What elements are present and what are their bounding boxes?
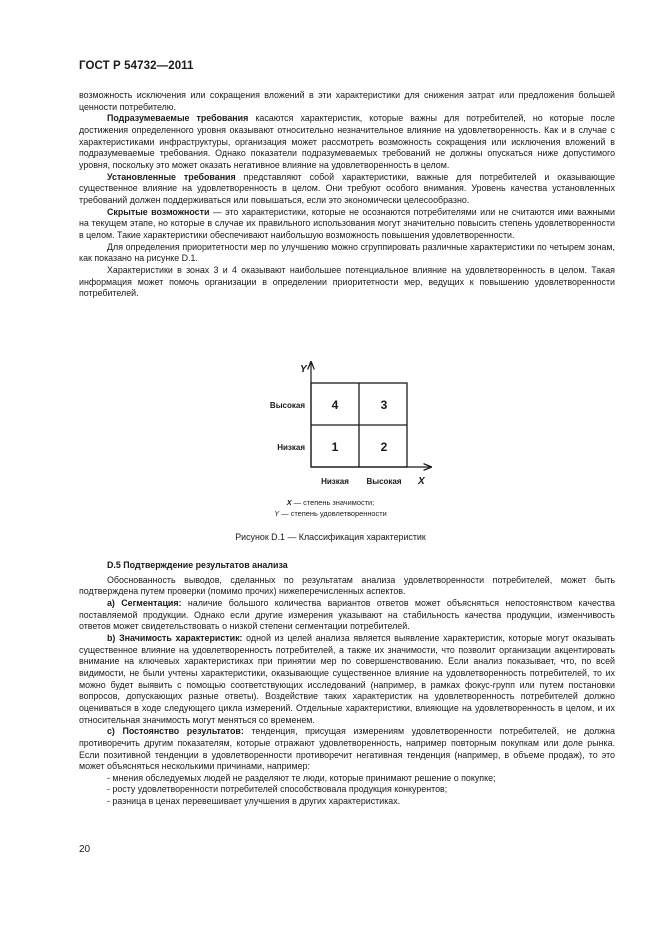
paragraph xyxy=(79,598,615,633)
classification-diagram xyxy=(0,350,661,490)
standard-header: ГОСТ Р 54732—2011 xyxy=(79,60,194,72)
item-label: с) Постоянство результатов: xyxy=(107,726,244,737)
zone-2: 2 xyxy=(380,440,388,454)
legend-symbol: Y xyxy=(274,509,280,518)
x-axis-label: X xyxy=(418,476,425,487)
paragraph-text: одной из целей анализа является выявление характеристик, которые могут оказывать существенное влияние на удовлетворенность потребителей, а также их значимости, что позволит организации акцентировать внимание на ключевых характеристиках при принятии мер по совершенствованию. Если анализ показывает, что, по всей видимости, не были учтены характеристики, оказывающие существенное влияние на удовлетворенность потребителей, то их можно будет выявить с помощью соответствующих исследований (например, в рамках фокус-групп или путем постановки вопросов, допускающих разные ответы). Воздействие таких характеристик на удовлетворенность потребителей должно оцениваться в ходе следующего цикла измерений. Отдельные характеристики, влияющие на удовлетворенность в целом, и их относительная значимость могут меняться со временем. xyxy=(79,632,616,725)
zone-3: 3 xyxy=(380,398,388,412)
paragraph-text: — это характеристики, которые не осознаются потребителями или не считаются ими важными на текущем этапе, но которые в случае их правильного использования могут значительно повысить степень удовлетворенности в целом. Такие характеристики обеспечивают наибольшую возможность повышения удовлетворенности. xyxy=(79,206,615,240)
y-axis-label: Y xyxy=(300,364,307,375)
figure-caption: Рисунок D.1 — Классификация характеристик xyxy=(235,532,426,542)
zone-4: 4 xyxy=(331,398,339,412)
term: Скрытые возможности xyxy=(107,206,210,217)
term: Установленные требования xyxy=(107,171,236,182)
body-text-lower xyxy=(79,560,615,808)
zone-1: 1 xyxy=(331,440,339,454)
paragraph xyxy=(79,633,615,726)
row-label-low: Низкая xyxy=(277,443,305,452)
page-number: 20 xyxy=(79,844,91,855)
legend-x xyxy=(0,498,661,507)
col-label-high: Высокая xyxy=(366,477,402,486)
paragraph-text: касаются характеристик, которые важны для потребителей, но которые после достижения определенного уровня оказывают относительно незначительное влияние на удовлетворенность. Как и в случае с характеристиками инфраструктуры, организация может рассмотреть возможность сокращения или исключения вложений в подразумеваемые требования. Однако показатели подразумеваемых требований не должны опускаться ниже допустимого уровня, поскольку это может оказать негативное влияние на удовлетворенность в целом. xyxy=(79,113,615,170)
legend-text: — степень удовлетворенности xyxy=(279,509,387,518)
paragraph xyxy=(79,726,615,773)
figure-d1 xyxy=(0,350,661,487)
list-item: - росту удовлетворенности потребителей способствовала продукция конкурентов; xyxy=(107,784,448,795)
paragraph: Обоснованность выводов, сделанных по результатам анализа удовлетворенности потребителей, может быть подтверждена путем проверки (помимо прочих) нижеперечисленных аспектов. xyxy=(79,574,615,597)
legend-text: — степень значимости; xyxy=(291,498,375,507)
paragraph xyxy=(79,172,615,207)
section-title: D.5 Подтверждение результатов анализа xyxy=(107,560,288,570)
legend-y xyxy=(0,509,661,518)
paragraph: возможность исключения или сокращения вложений в эти характеристики для снижения затрат или предложения большей ценности потребителю. xyxy=(79,90,615,112)
paragraph: Для определения приоритетности мер по улучшению можно сгруппировать различные характеристики по четырем зонам, как показано на рисунке D.1. xyxy=(79,241,615,264)
paragraph: Характеристики в зонах 3 и 4 оказывают наибольшее потенциальное влияние на удовлетворенность в целом. Такая информация может помочь организации в определении приоритетности мер, ведущих к повышению удовлетворенности потребителей. xyxy=(79,264,615,299)
list-item: - разница в ценах перевешивает улучшения в других характеристиках. xyxy=(107,796,401,807)
row-label-high: Высокая xyxy=(269,401,305,410)
legend-symbol: X xyxy=(286,498,292,507)
body-text-upper xyxy=(79,90,615,300)
paragraph xyxy=(79,113,615,171)
list-item: - мнения обследуемых людей не разделяют те люди, которые принимают решение о покупке; xyxy=(107,772,496,783)
paragraph-text: наличие большого количества вариантов ответов может объясняться непостоянством качества поставляемой продукции. Однако если другие измерения указывают на стабильность качества продукции, изменчивость ответов может свидетельствовать о низкой степени сегментации потребителей. xyxy=(79,597,615,632)
term: Подразумеваемые требования xyxy=(107,113,249,124)
item-label: b) Значимость характеристик: xyxy=(107,632,243,643)
item-label: а) Сегментация: xyxy=(107,597,182,608)
paragraph-text: тенденция, присущая измерениям удовлетворенности потребителей, не должна противоречить другим показателям, которые отражают удовлетворенность, например повторным покупкам или доле рынка. Если позитивной тенденции в удовлетворенности противоречит негативная тенденция (например, в объеме продаж), то это может объясняться несколькими причинами, например: xyxy=(79,726,615,772)
paragraph xyxy=(79,207,615,242)
paragraph-text: представляют собой характеристики, важные для потребителей и оказывающие существенное влияние на удовлетворенность в целом. Они требуют особого внимания. Уровень качества установленных требований должен поддерживаться или повышаться, если это экономически целесообразно. xyxy=(79,171,616,205)
col-label-low: Низкая xyxy=(321,477,349,486)
